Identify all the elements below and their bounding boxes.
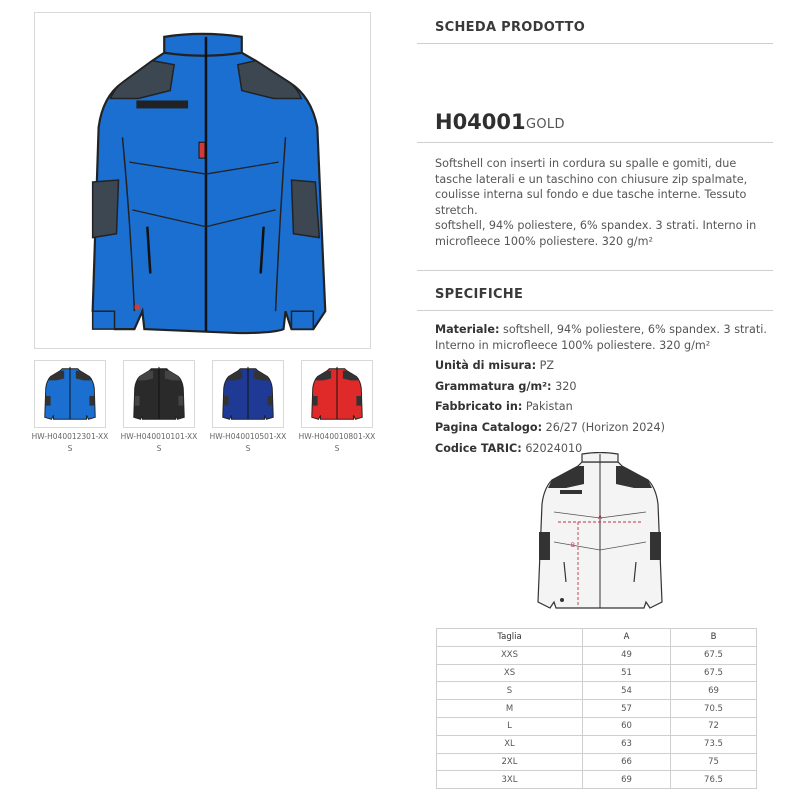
variant-code: HW-H040010801-XXS [298,432,376,453]
measure-b-label: B [570,542,575,549]
specs-title: SPECIFICHE [435,287,524,302]
spec-catalog-page: Pagina Catalogo: 26/27 (Horizon 2024) [435,420,665,434]
table-row: 2XL 66 75 [437,753,757,771]
column-header: Taglia [437,629,583,647]
table-row: S 54 69 [437,682,757,700]
product-code: H04001 [435,110,526,134]
size-table [436,628,757,789]
spec-material: Materiale: softshell, 94% poliestere, 6% spandex. 3 strati. Interno in microfleece 100% poliestere. 320 g/m² [435,323,767,352]
table-header-row [437,629,757,647]
main-product-image[interactable] [34,12,371,349]
table-row: XL 63 73.5 [437,735,757,753]
jacket-thumb-icon [213,361,283,427]
spec-weight: Grammatura g/m²: 320 [435,379,577,393]
column-header: B [671,629,757,647]
measure-a-label: A [597,514,603,521]
variant-thumb-2[interactable] [209,360,287,455]
table-row: XS 51 67.5 [437,664,757,682]
variant-thumb-1[interactable] [120,360,198,455]
jacket-thumb-icon [35,361,105,427]
variant-code: HW-H040010101-XXS [120,432,198,453]
spec-list [435,322,770,461]
product-sheet-title: SCHEDA PRODOTTO [435,20,586,35]
variant-code: HW-H040010501-XXS [209,432,287,453]
jacket-thumb-icon [302,361,372,427]
divider [417,43,773,44]
column-header: A [583,629,671,647]
table-row: XXS 49 67.5 [437,646,757,664]
jacket-outline-icon [520,452,680,618]
jacket-thumb-icon [124,361,194,427]
spec-taric-code: Codice TARIC: 62024010 [435,441,583,455]
spec-origin: Fabbricato in: Pakistan [435,400,573,414]
description-material: softshell, 94% poliestere, 6% spandex. 3 strati. Interno in microfleece 100% poliestere. 320 g/m² [435,219,757,248]
variant-thumbnails [31,360,376,460]
divider [417,310,773,311]
table-row: M 57 70.5 [437,700,757,718]
table-row: 3XL 69 76.5 [437,771,757,789]
divider [417,270,773,271]
table-row: L 60 72 [437,717,757,735]
product-tier-label: GOLD [526,117,565,132]
description-text: Softshell con inserti in cordura su spalle e gomiti, due tasche laterali e un taschino con chiusure zip spalmate, coulisse interna sul fondo e due tasche interne. Tessuto stretch. [435,157,748,217]
variant-thumb-3[interactable] [298,360,376,455]
spec-unit: Unità di misura: PZ [435,359,555,373]
jacket-front-illustration [35,13,370,348]
variant-thumb-0[interactable] [31,360,109,455]
variant-code: HW-H040012301-XXS [31,432,109,453]
product-description [435,156,765,250]
size-guide-diagram [520,452,680,618]
divider [417,142,773,143]
